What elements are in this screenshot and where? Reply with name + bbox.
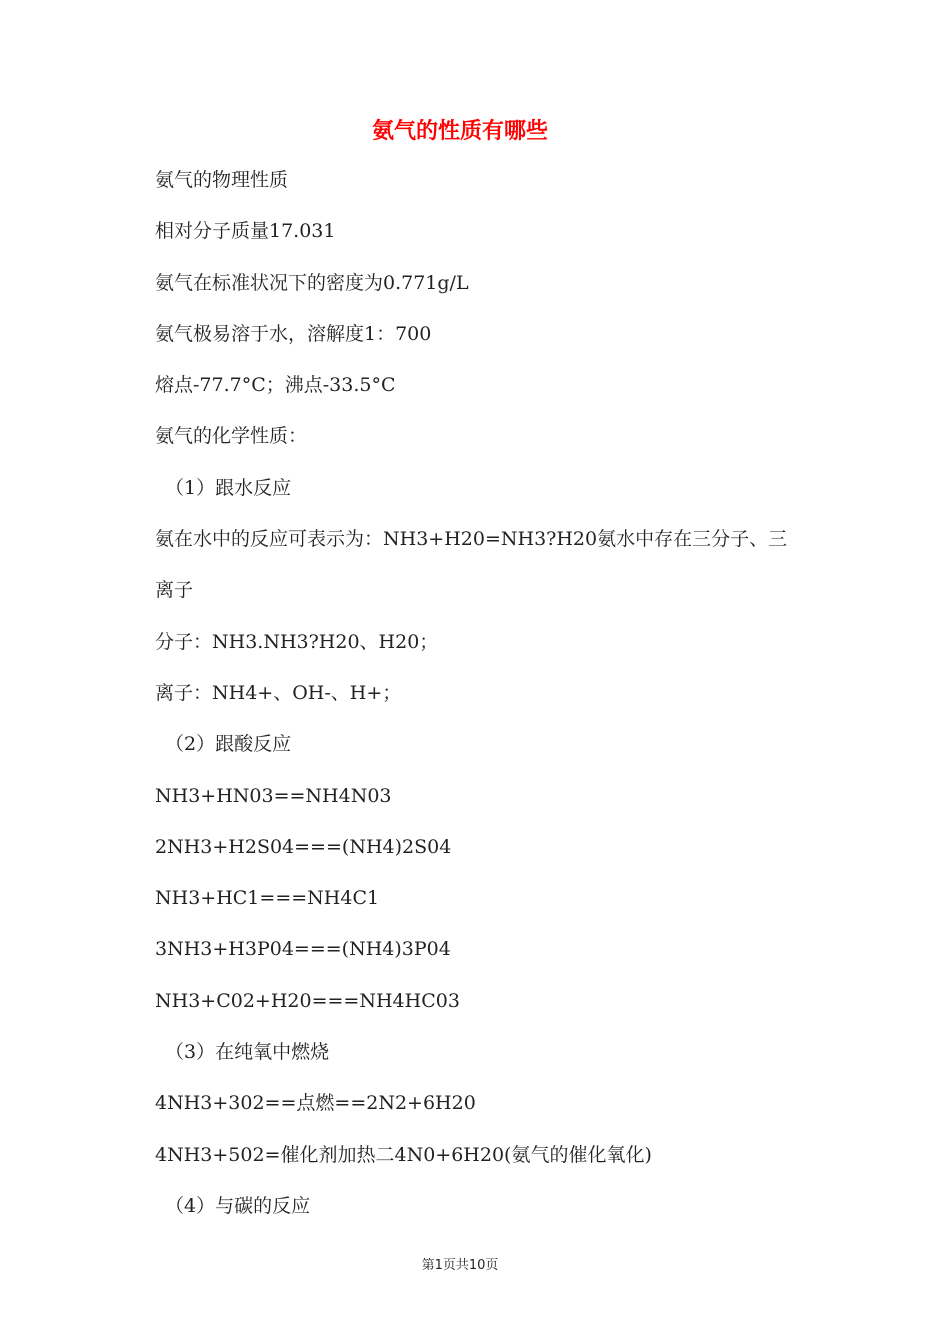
body-line: 相对分子质量17.031	[155, 220, 336, 243]
body-line: 离子	[155, 579, 194, 602]
page-footer: 第1页共10页	[421, 1258, 499, 1273]
document-body	[155, 160, 815, 1237]
document-title: 氨气的性质有哪些	[371, 119, 548, 144]
equation-line: 4NH3+302==点燃==2N2+6H20	[155, 1092, 476, 1115]
equation-line: NH3+HN03==NH4N03	[155, 784, 392, 807]
body-line: 氨气的物理性质	[155, 169, 289, 191]
body-line: 氨气的化学性质：	[155, 425, 308, 448]
equation-line: NH3+C02+H20===NH4HC03	[155, 989, 460, 1012]
body-line: 熔点-77.7°C；沸点-33.5°C	[155, 374, 396, 397]
equation-line: 2NH3+H2S04===(NH4)2S04	[155, 835, 452, 858]
section-heading: （3）在纯氧中燃烧	[165, 1041, 330, 1064]
equation-line: NH3+HC1===NH4C1	[155, 887, 380, 910]
body-line: 分子：NH3.NH3?H20、H20；	[155, 630, 439, 653]
equation-line: 3NH3+H3P04===(NH4)3P04	[155, 938, 451, 961]
body-line: 氨气在标准状况下的密度为0.771g/L	[155, 271, 469, 294]
body-line: 氨气极易溶于水，溶解度1：700	[155, 322, 432, 345]
equation-line: 4NH3+502=催化剂加热二4N0+6H20(氨气的催化氧化)	[155, 1143, 652, 1166]
section-heading: （4）与碳的反应	[165, 1194, 311, 1217]
body-line: 氨在水中的反应可表示为：NH3+H20=NH3?H20氨水中存在三分子、三	[155, 528, 788, 551]
section-heading: （2）跟酸反应	[165, 733, 292, 756]
body-line: 离子：NH4+、OH-、H+；	[155, 681, 402, 704]
section-heading: （1）跟水反应	[165, 476, 292, 499]
